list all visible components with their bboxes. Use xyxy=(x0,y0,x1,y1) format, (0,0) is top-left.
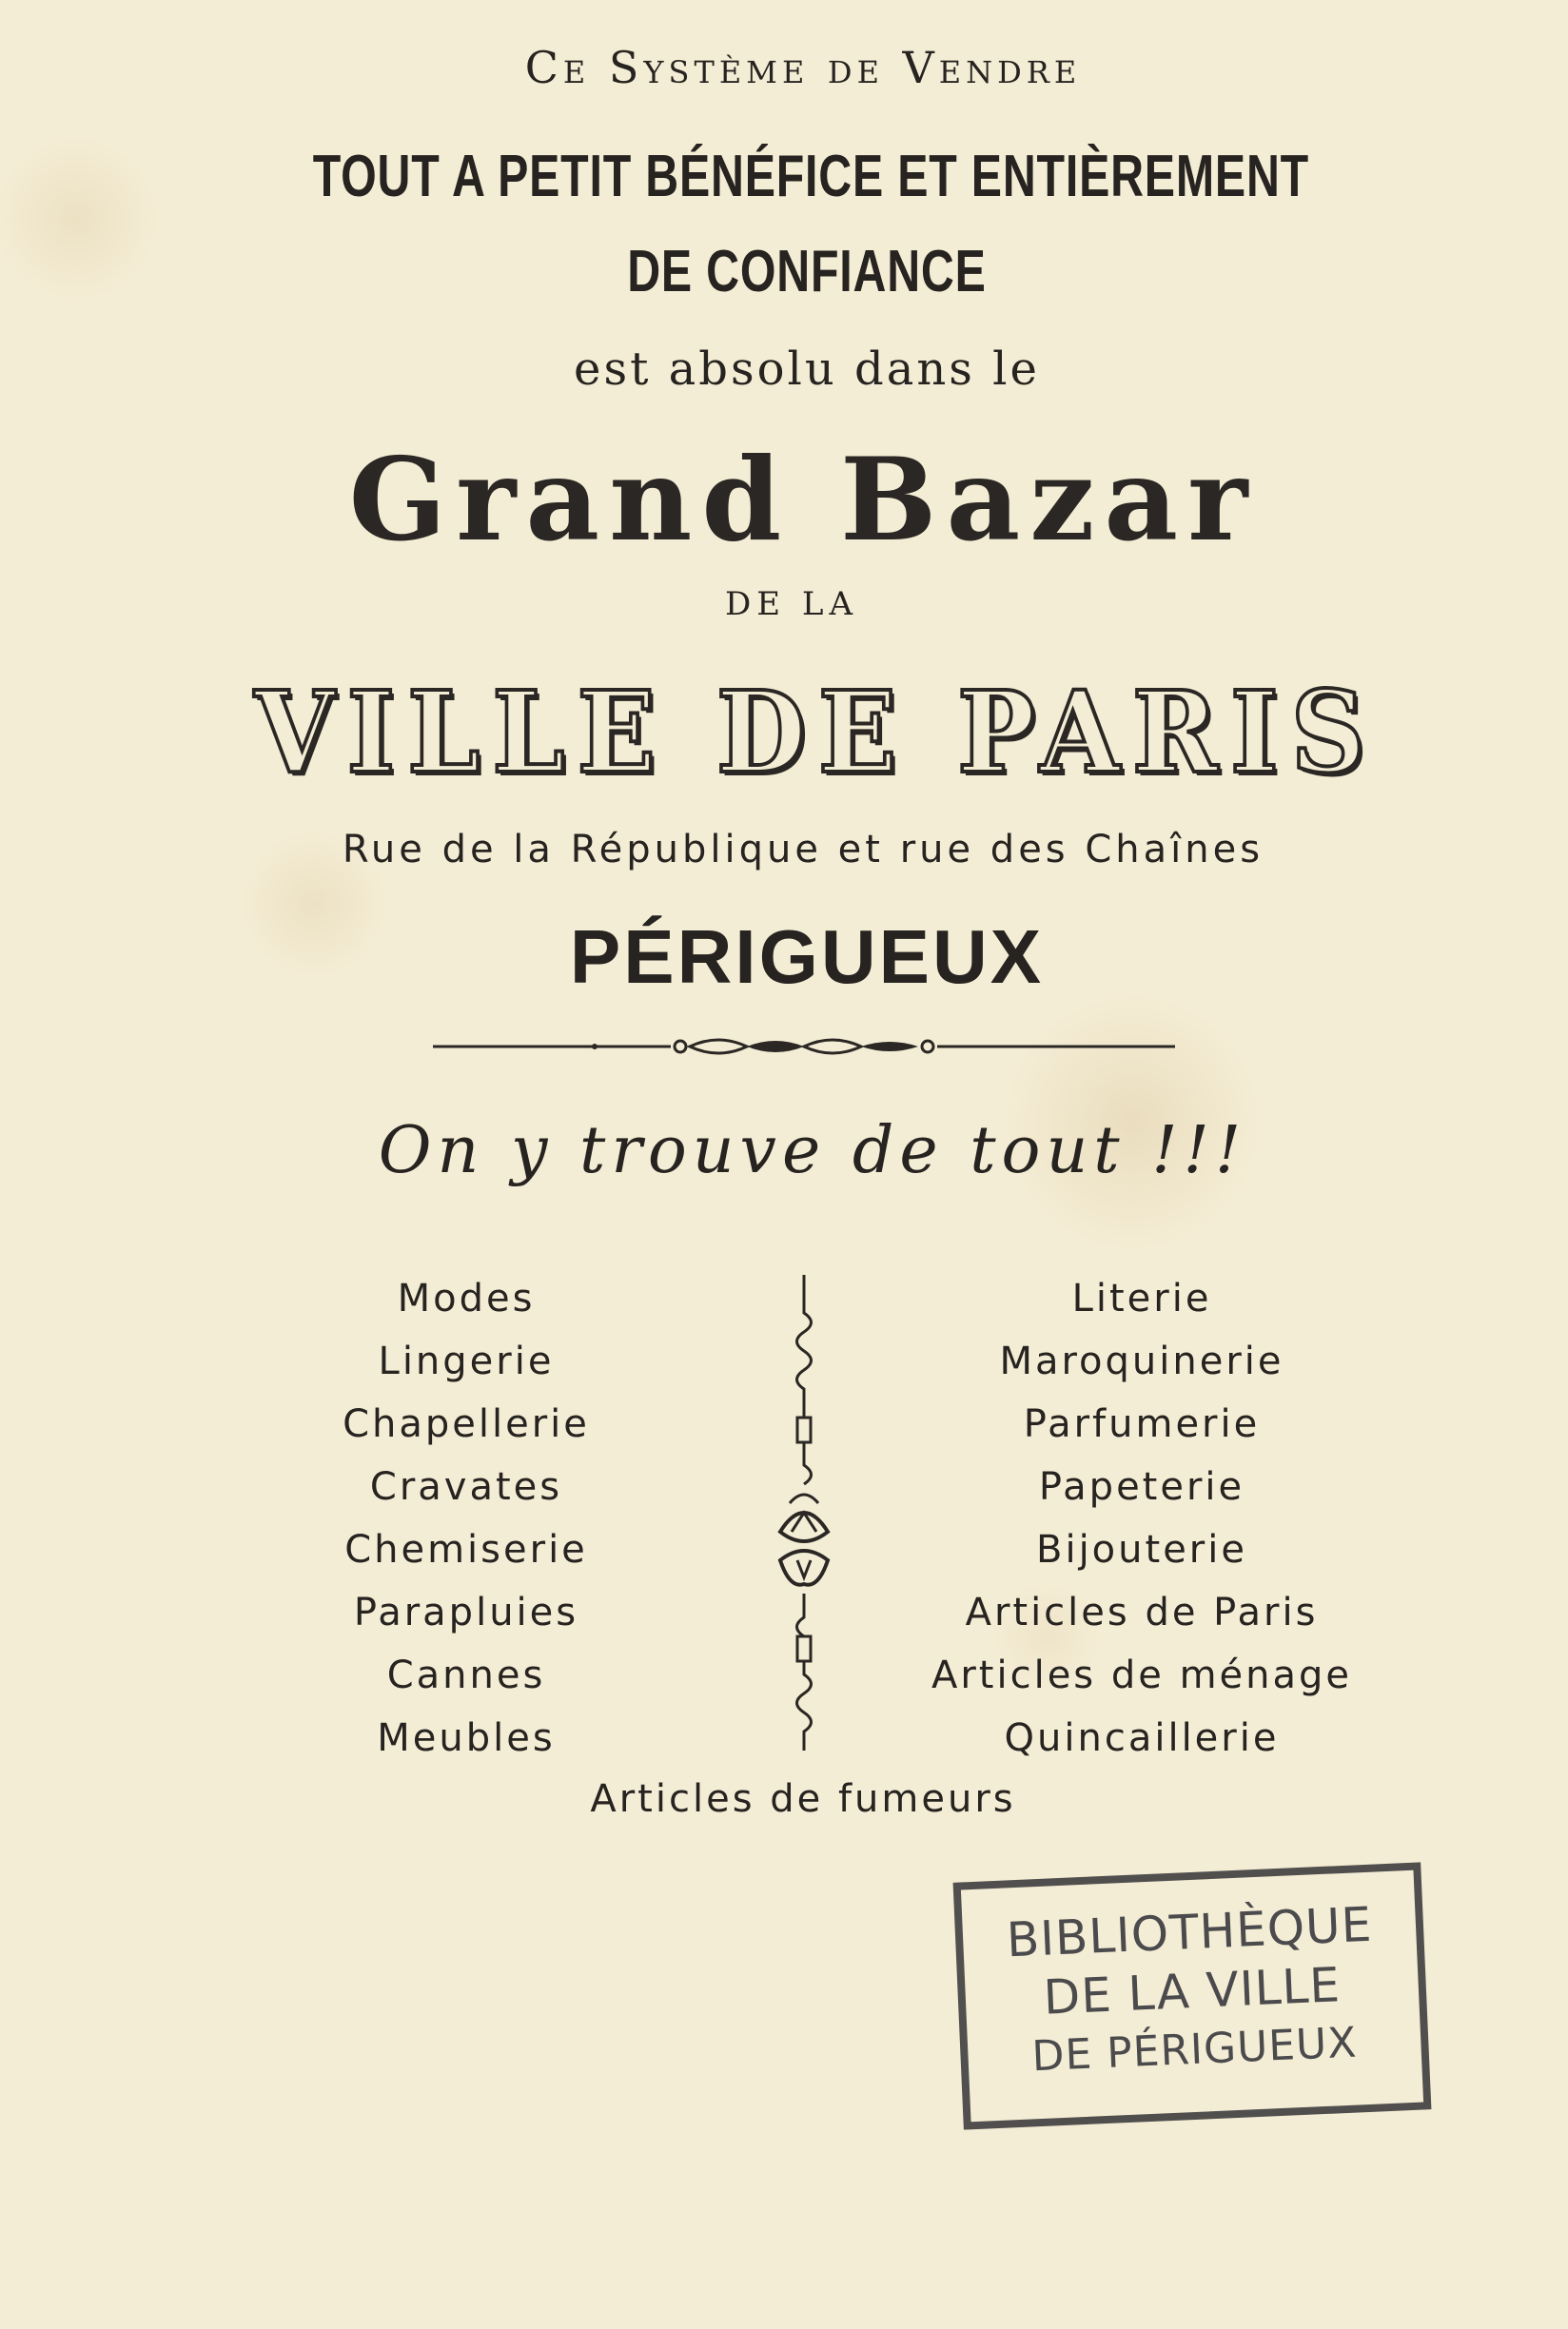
vertical-ornament-divider xyxy=(761,1275,875,1751)
slogan: On y trouve de tout !!! xyxy=(378,1113,1247,1188)
list-item: Chapellerie xyxy=(343,1402,590,1446)
list-item: Meubles xyxy=(377,1716,556,1760)
ornamental-rule-divider xyxy=(433,1028,1175,1066)
list-item: Articles de ménage xyxy=(931,1654,1353,1697)
list-item: Literie xyxy=(1071,1277,1212,1321)
stamp-line-1: BIBLIOTHÈQUE xyxy=(1005,1896,1374,1968)
library-stamp xyxy=(953,1862,1432,2129)
list-item: Parfumerie xyxy=(1023,1402,1261,1446)
stamp-line-2: DE LA VILLE xyxy=(1042,1957,1343,2026)
store-city-name-text: VILLE DE PARIS xyxy=(254,666,1379,798)
departments-footer: Articles de fumeurs xyxy=(590,1777,1016,1821)
store-address: Rue de la République et rue des Chaînes xyxy=(342,828,1264,871)
departments-left-column xyxy=(200,1267,733,1770)
tagline-line-1-text: TOUT A PETIT BÉNÉFICE ET ENTIÈREMENT xyxy=(312,144,1309,209)
stamp-line-3: DE PÉRIGUEUX xyxy=(1030,2018,1359,2082)
list-item: Cravates xyxy=(369,1465,563,1509)
list-item: Bijouterie xyxy=(1036,1528,1247,1572)
tagline-line-2 xyxy=(23,238,1568,305)
list-item: Lingerie xyxy=(378,1340,555,1383)
list-item: Quincaillerie xyxy=(1004,1716,1280,1760)
store-name: Grand Bazar xyxy=(348,433,1258,567)
list-item: Maroquinerie xyxy=(999,1340,1284,1383)
list-item: Papeterie xyxy=(1038,1465,1245,1509)
list-item: Cannes xyxy=(386,1654,546,1697)
list-item: Chemiserie xyxy=(344,1528,588,1572)
tagline-line-1 xyxy=(27,143,1568,210)
tagline-line-2-text: DE CONFIANCE xyxy=(627,239,987,304)
connector-text: est absolu dans le xyxy=(574,342,1040,396)
intro-line: Ce Système de Vendre xyxy=(524,42,1082,93)
store-city-name xyxy=(32,666,1568,798)
departments-right-column xyxy=(875,1267,1408,1770)
list-item: Articles de Paris xyxy=(965,1591,1319,1634)
store-preposition: DE LA xyxy=(724,585,859,623)
list-item: Parapluies xyxy=(353,1591,579,1634)
list-item: Modes xyxy=(397,1277,536,1321)
store-location: PÉRIGUEUX xyxy=(569,914,1045,999)
